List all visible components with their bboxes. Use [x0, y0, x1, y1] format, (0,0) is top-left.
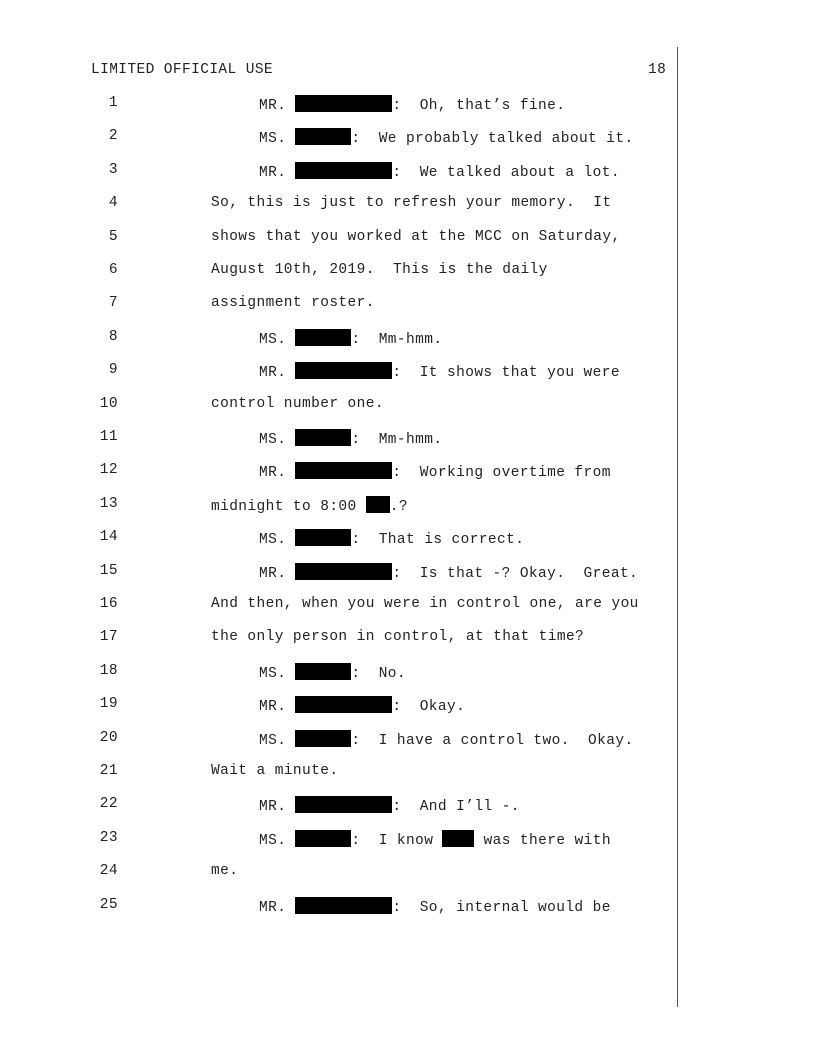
redaction-block — [295, 529, 351, 546]
text-segment: : And I’ll -. — [392, 799, 520, 816]
redaction-block — [366, 496, 390, 513]
transcript-line — [0, 629, 677, 651]
transcript-line — [0, 830, 677, 852]
line-text — [259, 563, 638, 582]
text-segment: MR. — [259, 98, 296, 114]
line-number: 18 — [99, 662, 118, 679]
line-number: 23 — [99, 829, 118, 846]
line-number: 25 — [99, 896, 118, 913]
text-segment: : Working overtime from — [392, 465, 611, 482]
line-number: 20 — [99, 729, 118, 746]
line-number: 13 — [99, 495, 118, 512]
text-segment: : No. — [351, 665, 407, 682]
text-segment: : So, internal would be — [392, 899, 611, 916]
text-segment: MR. — [259, 365, 296, 382]
line-number: 7 — [108, 295, 118, 312]
redaction-block — [295, 162, 392, 179]
transcript-line — [0, 162, 677, 184]
text-segment: MS. — [259, 732, 296, 749]
redaction-block — [442, 830, 474, 847]
line-text — [211, 496, 408, 515]
text-segment: shows that you worked at the MCC on Saturday, — [211, 228, 621, 245]
line-number: 3 — [108, 161, 118, 178]
redaction-block — [295, 663, 351, 680]
text-segment: assignment roster. — [211, 295, 375, 312]
transcript-line — [0, 396, 677, 418]
redaction-block — [295, 429, 351, 446]
text-segment: .? — [389, 498, 408, 515]
right-margin-rule — [677, 47, 678, 1007]
line-number: 8 — [108, 328, 118, 345]
line-text — [211, 629, 584, 645]
redaction-block — [295, 830, 351, 847]
text-segment: : Is that -? Okay. Great. — [392, 565, 639, 582]
text-segment: : I have a control two. Okay. — [351, 732, 634, 749]
line-text — [211, 195, 611, 211]
transcript-line — [0, 663, 677, 685]
redaction-block — [295, 362, 392, 379]
redaction-block — [295, 95, 392, 112]
line-number: 22 — [99, 796, 118, 813]
text-segment: MS. — [259, 331, 296, 348]
line-text — [211, 596, 639, 612]
line-number: 24 — [99, 863, 118, 880]
redaction-block — [295, 897, 392, 914]
transcript-line — [0, 529, 677, 551]
line-text — [259, 162, 620, 181]
transcript-line — [0, 763, 677, 785]
line-text — [259, 696, 465, 715]
text-segment: was there with — [474, 832, 611, 849]
transcript-line — [0, 796, 677, 818]
text-segment: August 10th, 2019. This is the daily — [211, 262, 548, 278]
text-segment: MR. — [259, 699, 296, 716]
text-segment: midnight to 8:00 — [211, 498, 366, 515]
redaction-block — [295, 796, 392, 813]
transcript-line — [0, 229, 677, 251]
line-text — [259, 462, 611, 481]
text-segment: MS. — [259, 131, 296, 148]
text-segment: MS. — [259, 532, 296, 549]
text-segment: MS. — [259, 832, 296, 849]
text-segment: : That is correct. — [351, 532, 525, 549]
line-number: 6 — [108, 262, 118, 278]
transcript-line — [0, 95, 677, 117]
text-segment: control number one. — [211, 395, 384, 412]
transcript-line — [0, 362, 677, 384]
line-text — [211, 229, 621, 245]
line-number: 17 — [99, 629, 118, 646]
line-text — [259, 362, 620, 381]
line-text — [259, 730, 634, 749]
text-segment: MR. — [259, 565, 296, 582]
text-segment: : Mm-hmm. — [351, 432, 443, 448]
line-number: 14 — [99, 529, 118, 546]
text-segment: : Mm-hmm. — [351, 331, 443, 348]
line-text — [259, 95, 565, 114]
line-number: 12 — [99, 462, 118, 479]
line-text — [259, 128, 634, 147]
text-segment: MS. — [259, 432, 296, 448]
text-segment: MS. — [259, 665, 296, 682]
text-segment: MR. — [259, 164, 296, 181]
text-segment: : We talked about a lot. — [392, 164, 620, 181]
line-number: 4 — [108, 195, 118, 212]
transcript-line — [0, 262, 677, 284]
line-number: 16 — [99, 596, 118, 612]
line-number: 10 — [99, 395, 118, 412]
redaction-block — [295, 329, 351, 346]
text-segment: me. — [211, 863, 239, 880]
text-segment: And then, when you were in control one, are you — [211, 596, 639, 612]
line-text — [211, 763, 338, 779]
redaction-block — [295, 563, 392, 580]
text-segment: : Okay. — [392, 699, 466, 716]
line-text — [259, 897, 611, 916]
page-number: 18 — [648, 62, 667, 78]
text-segment: : I know — [351, 832, 443, 849]
line-text — [259, 329, 442, 348]
line-number: 1 — [108, 95, 118, 111]
line-text — [259, 529, 524, 548]
text-segment: : Oh, that’s fine. — [392, 98, 566, 114]
transcript-line — [0, 563, 677, 585]
transcript-line — [0, 696, 677, 718]
line-text — [259, 830, 611, 849]
transcript-line — [0, 195, 677, 217]
transcript-line — [0, 329, 677, 351]
transcript-line — [0, 596, 677, 618]
line-text — [211, 295, 375, 311]
line-text — [211, 863, 238, 879]
text-segment: Wait a minute. — [211, 763, 339, 779]
transcript-line — [0, 897, 677, 919]
line-text — [211, 396, 384, 412]
redaction-block — [295, 128, 351, 145]
line-text — [259, 429, 442, 448]
transcript-line — [0, 295, 677, 317]
text-segment: So, this is just to refresh your memory. It — [211, 195, 612, 212]
line-number: 5 — [108, 228, 118, 245]
text-segment: the only person in control, at that time? — [211, 629, 585, 646]
line-text — [211, 262, 548, 278]
line-number: 9 — [108, 362, 118, 379]
redaction-block — [295, 462, 392, 479]
line-number: 11 — [99, 429, 118, 445]
line-text — [259, 796, 520, 815]
transcript-line — [0, 730, 677, 752]
transcript-line — [0, 462, 677, 484]
transcript-line — [0, 496, 677, 518]
text-segment: MR. — [259, 799, 296, 816]
transcript-line — [0, 863, 677, 885]
line-number: 2 — [108, 128, 118, 145]
transcript-line — [0, 128, 677, 150]
text-segment: MR. — [259, 899, 296, 916]
line-number: 19 — [99, 696, 118, 713]
line-text — [259, 663, 406, 682]
line-number: 15 — [99, 562, 118, 579]
transcript-line — [0, 429, 677, 451]
page-header-classification: LIMITED OFFICIAL USE — [91, 62, 274, 78]
redaction-block — [295, 696, 392, 713]
text-segment: : We probably talked about it. — [351, 131, 634, 148]
line-number: 21 — [99, 763, 118, 779]
text-segment: MR. — [259, 465, 296, 482]
text-segment: : It shows that you were — [392, 365, 620, 382]
redaction-block — [295, 730, 351, 747]
